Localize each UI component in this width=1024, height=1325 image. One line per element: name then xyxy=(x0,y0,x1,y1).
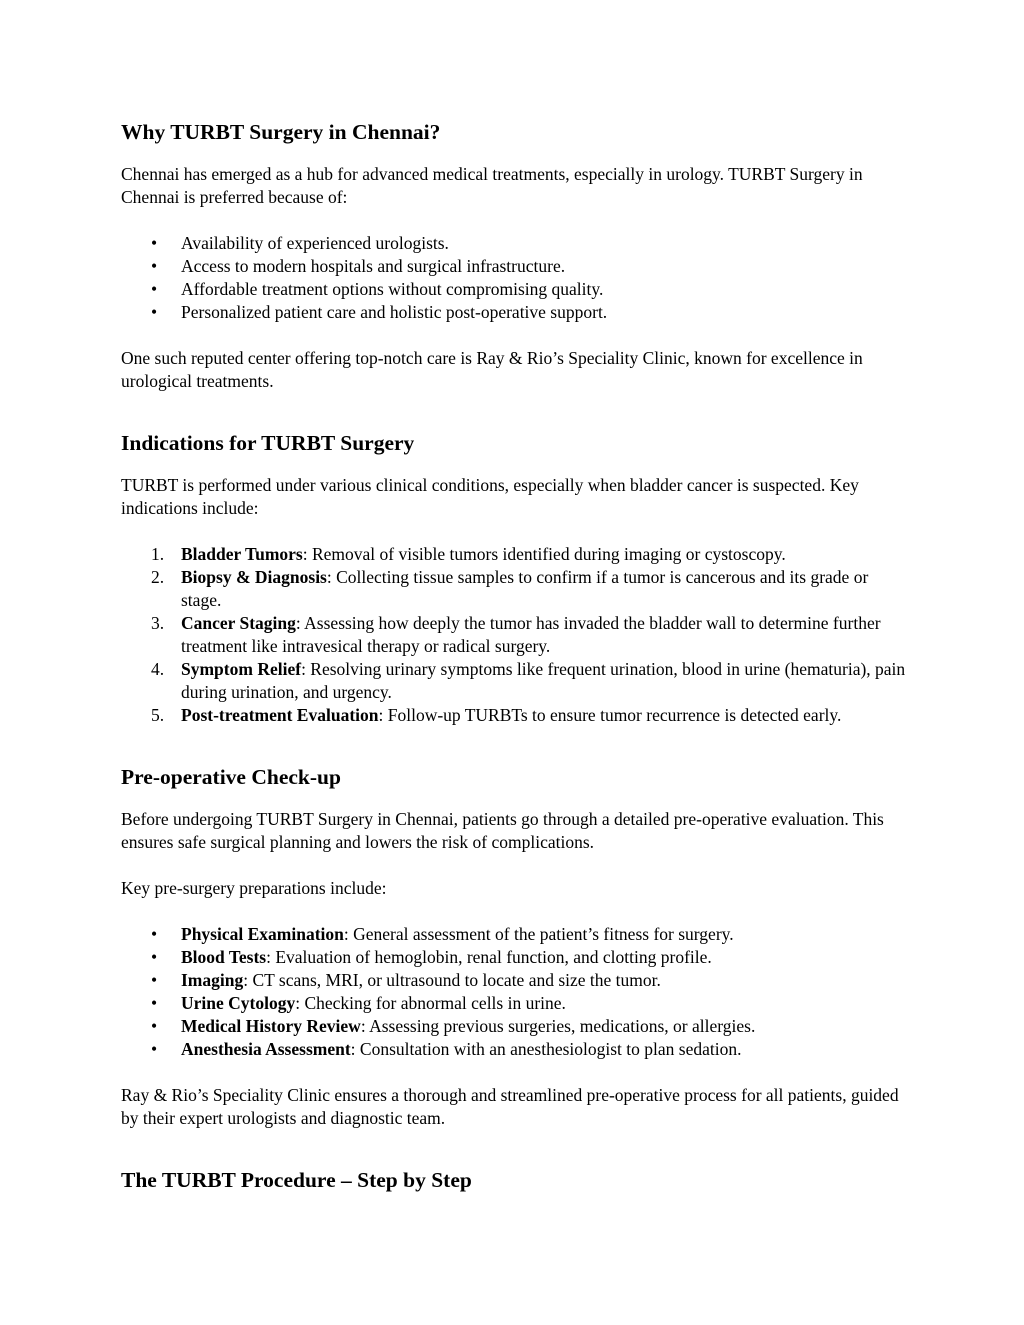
section-indications xyxy=(121,429,911,727)
item-desc: : Checking for abnormal cells in urine. xyxy=(295,993,566,1013)
preparations-list xyxy=(121,923,911,1061)
list-item xyxy=(181,1038,911,1061)
list-item xyxy=(181,992,911,1015)
item-term: Physical Examination xyxy=(181,924,344,944)
list-number: 5. xyxy=(151,705,165,725)
section-preoperative xyxy=(121,763,911,1130)
item-desc: : Follow-up TURBTs to ensure tumor recurrence is detected early. xyxy=(378,705,842,725)
list-number: 3. xyxy=(151,613,165,633)
item-term: Imaging xyxy=(181,970,244,990)
section-lead: Key pre-surgery preparations include: xyxy=(121,878,387,898)
section-why-turbt xyxy=(121,118,911,393)
section-intro: Before undergoing TURBT Surgery in Chennai, patients go through a detailed pre-operative evaluation. This ensures safe surgical planning and lowers the risk of complications. xyxy=(121,809,884,852)
section-heading: Pre-operative Check-up xyxy=(121,765,341,789)
section-heading: Why TURBT Surgery in Chennai? xyxy=(121,120,441,144)
item-desc: : General assessment of the patient’s fitness for surgery. xyxy=(343,924,734,944)
list-item: • Availability of experienced urologists. xyxy=(181,232,911,255)
section-intro: Chennai has emerged as a hub for advanced medical treatments, especially in urology. TURBT Surgery in Chennai is preferred because of: xyxy=(121,164,863,207)
document-page xyxy=(121,118,911,1211)
list-item xyxy=(151,612,911,658)
item-term: Anesthesia Assessment xyxy=(181,1039,351,1059)
item-desc: : Resolving urinary symptoms like frequent urination, blood in urine (hematuria), pain during urination, and urgency. xyxy=(181,659,906,702)
list-item xyxy=(151,658,911,704)
item-term: Bladder Tumors xyxy=(181,544,303,564)
section-outro: Ray & Rio’s Speciality Clinic ensures a thorough and streamlined pre-operative process for all patients, guided by their expert urologists and diagnostic team. xyxy=(121,1085,899,1128)
indications-list xyxy=(121,543,911,727)
item-desc: : CT scans, MRI, or ultrasound to locate and size the tumor. xyxy=(243,970,661,990)
item-term: Biopsy & Diagnosis xyxy=(181,567,327,587)
list-item xyxy=(181,923,911,946)
list-item xyxy=(151,566,911,612)
item-desc: : Evaluation of hemoglobin, renal function, and clotting profile. xyxy=(266,947,712,967)
list-number: 1. xyxy=(151,544,165,564)
list-item xyxy=(181,1015,911,1038)
list-item xyxy=(151,543,911,566)
section-heading: Indications for TURBT Surgery xyxy=(121,431,415,455)
item-desc: : Removal of visible tumors identified during imaging or cystoscopy. xyxy=(302,544,786,564)
list-item xyxy=(181,946,911,969)
section-intro: TURBT is performed under various clinical conditions, especially when bladder cancer is suspected. Key indications include: xyxy=(121,475,859,518)
item-desc: : Assessing how deeply the tumor has invaded the bladder wall to determine further treatment like intravesical therapy or radical surgery. xyxy=(181,613,881,656)
reasons-list xyxy=(121,232,911,324)
item-term: Cancer Staging xyxy=(181,613,296,633)
list-item: • Personalized patient care and holistic post-operative support. xyxy=(181,301,911,324)
list-item: • Affordable treatment options without compromising quality. xyxy=(181,278,911,301)
item-desc: : Assessing previous surgeries, medications, or allergies. xyxy=(360,1016,756,1036)
list-item: • Access to modern hospitals and surgical infrastructure. xyxy=(181,255,911,278)
section-outro: One such reputed center offering top-notch care is Ray & Rio’s Speciality Clinic, known for excellence in urological treatments. xyxy=(121,348,863,391)
item-desc: : Collecting tissue samples to confirm if a tumor is cancerous and its grade or stage. xyxy=(181,567,869,610)
item-term: Urine Cytology xyxy=(181,993,296,1013)
item-term: Blood Tests xyxy=(181,947,267,967)
list-item xyxy=(181,969,911,992)
item-term: Symptom Relief xyxy=(181,659,302,679)
item-desc: : Consultation with an anesthesiologist to plan sedation. xyxy=(350,1039,742,1059)
section-heading: The TURBT Procedure – Step by Step xyxy=(121,1168,472,1192)
section-procedure xyxy=(121,1166,911,1194)
list-number: 4. xyxy=(151,659,165,679)
list-number: 2. xyxy=(151,567,165,587)
list-item xyxy=(151,704,911,727)
item-term: Medical History Review xyxy=(181,1016,361,1036)
item-term: Post-treatment Evaluation xyxy=(181,705,379,725)
